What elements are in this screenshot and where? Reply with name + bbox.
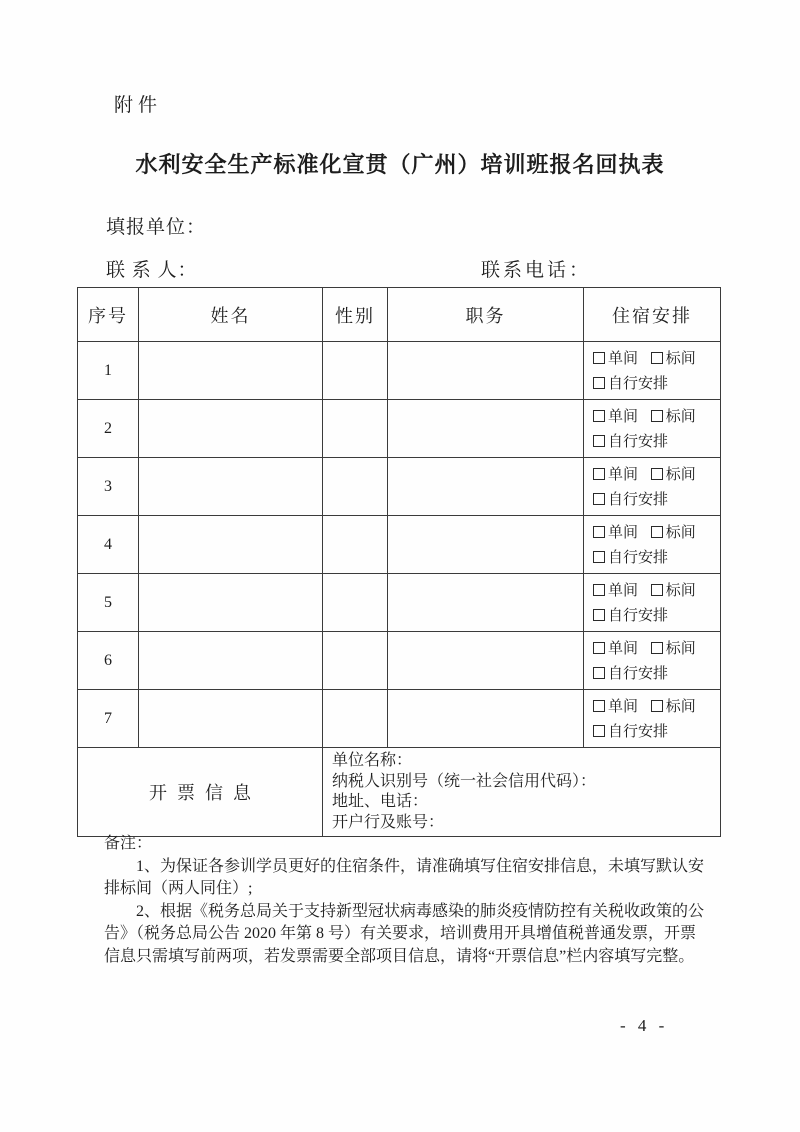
checkbox-standard-room [651,583,696,599]
name-cell [139,342,323,400]
accommodation-options-line-1 [593,521,720,546]
checkbox-standard-room [651,641,696,657]
header-serial-number: 序号 [78,288,139,342]
invoice-line-taxpayer-id: 纳税人识别号（统一社会信用代码）： [332,772,597,790]
checkbox-label: 自行安排 [608,723,669,740]
checkbox-label: 自行安排 [608,607,669,624]
checkbox-label: 单间 [608,524,639,541]
checkbox-label: 单间 [608,408,639,425]
accommodation-cell [584,342,721,400]
checkbox-label: 自行安排 [608,549,669,566]
accommodation-options-line-1 [593,695,720,720]
checkbox-self-arranged [593,608,668,624]
note-item-2: 2、根据《税务总局关于支持新型冠状病毒感染的肺炎疫情防控有关税收政策的公告》（税务总局公告 2020 年第 8 号）有关要求，培训费用开具增值税普通发票，开票信息只需填写前两项，若发票需要全部项目信息，请将“开票信息”栏内容填写完整。 [104,902,705,965]
contact-phone-label: 联系电话： [481,260,592,281]
name-cell [139,400,323,458]
checkbox-self-arranged [593,724,668,740]
checkbox-icon [593,377,605,389]
checkbox-icon [651,352,663,364]
checkbox-icon [651,584,663,596]
invoice-info-details [323,748,721,837]
checkbox-icon [651,410,663,422]
gender-cell [323,342,388,400]
checkbox-icon [593,725,605,737]
accommodation-options-line-2 [593,720,720,745]
invoice-line-address-phone: 地址、电话： [332,793,429,810]
accommodation-options-line-1 [593,405,720,430]
checkbox-icon [593,352,605,364]
position-cell [388,632,584,690]
checkbox-icon [593,642,605,654]
checkbox-label: 标间 [665,466,696,483]
row-number-cell: 2 [78,400,139,458]
table-row [78,516,721,574]
accommodation-options-line-2 [593,546,720,571]
checkbox-icon [593,435,605,447]
checkbox-single-room [593,641,638,657]
attachment-label: 附件 [114,95,163,116]
checkbox-label: 自行安排 [608,375,669,392]
checkbox-self-arranged [593,376,668,392]
header-name: 姓名 [139,288,323,342]
header-accommodation: 住宿安排 [584,288,721,342]
checkbox-label: 自行安排 [608,665,669,682]
checkbox-icon [593,468,605,480]
checkbox-icon [593,609,605,621]
accommodation-options-line-2 [593,604,720,629]
table-row [78,342,721,400]
notes-label: 备注： [104,835,153,852]
checkbox-self-arranged [593,492,668,508]
checkbox-self-arranged [593,666,668,682]
checkbox-single-room [593,583,638,599]
invoice-info-row [78,748,721,837]
accommodation-cell [584,632,721,690]
checkbox-icon [593,526,605,538]
checkbox-label: 单间 [608,640,639,657]
checkbox-icon [651,700,663,712]
checkbox-standard-room [651,409,696,425]
checkbox-label: 自行安排 [608,433,669,450]
checkbox-single-room [593,525,638,541]
row-number-cell: 3 [78,458,139,516]
accommodation-options-line-1 [593,347,720,372]
checkbox-label: 标间 [665,524,696,541]
name-cell [139,458,323,516]
table-row [78,632,721,690]
checkbox-label: 标间 [665,698,696,715]
accommodation-options-line-2 [593,430,720,455]
contact-person-label: 联 系 人： [106,260,198,281]
checkbox-single-room [593,409,638,425]
checkbox-single-room [593,467,638,483]
checkbox-label: 单间 [608,466,639,483]
checkbox-single-room [593,351,638,367]
name-cell [139,632,323,690]
checkbox-label: 单间 [608,350,639,367]
checkbox-standard-room [651,699,696,715]
table-row [78,400,721,458]
checkbox-label: 标间 [665,350,696,367]
invoice-line-company-name: 单位名称： [332,752,413,769]
position-cell [388,574,584,632]
checkbox-icon [593,584,605,596]
accommodation-cell [584,690,721,748]
checkbox-icon [593,700,605,712]
checkbox-icon [593,410,605,422]
accommodation-cell [584,400,721,458]
page-title: 水利安全生产标准化宣贯（广州）培训班报名回执表 [135,152,665,177]
accommodation-cell [584,458,721,516]
page-number: - 4 - [620,1016,669,1035]
gender-cell [323,516,388,574]
checkbox-standard-room [651,467,696,483]
gender-cell [323,574,388,632]
reporting-unit-label: 填报单位： [106,217,207,238]
name-cell [139,690,323,748]
accommodation-options-line-2 [593,662,720,687]
note-item-1: 1、为保证各参训学员更好的住宿条件，请准确填写住宿安排信息，未填写默认安排标间（两人同住）; [104,857,705,897]
accommodation-cell [584,516,721,574]
checkbox-icon [651,642,663,654]
accommodation-options-line-1 [593,637,720,662]
table-row [78,574,721,632]
checkbox-label: 标间 [665,408,696,425]
header-gender: 性别 [323,288,388,342]
gender-cell [323,690,388,748]
notes-section [104,833,704,968]
checkbox-label: 标间 [665,582,696,599]
gender-cell [323,400,388,458]
checkbox-icon [593,667,605,679]
checkbox-label: 自行安排 [608,491,669,508]
accommodation-options-line-2 [593,488,720,513]
checkbox-self-arranged [593,550,668,566]
row-number-cell: 4 [78,516,139,574]
table-row [78,458,721,516]
checkbox-label: 标间 [665,640,696,657]
checkbox-label: 单间 [608,582,639,599]
header-position: 职务 [388,288,584,342]
row-number-cell: 5 [78,574,139,632]
gender-cell [323,632,388,690]
accommodation-options-line-1 [593,463,720,488]
row-number-cell: 1 [78,342,139,400]
name-cell [139,516,323,574]
accommodation-cell [584,574,721,632]
row-number-cell: 6 [78,632,139,690]
checkbox-standard-room [651,351,696,367]
checkbox-single-room [593,699,638,715]
position-cell [388,400,584,458]
position-cell [388,342,584,400]
position-cell [388,516,584,574]
invoice-info-label: 开票信息 [78,748,323,837]
checkbox-icon [651,468,663,480]
table-row [78,690,721,748]
checkbox-icon [593,551,605,563]
position-cell [388,690,584,748]
checkbox-label: 单间 [608,698,639,715]
name-cell [139,574,323,632]
position-cell [388,458,584,516]
accommodation-options-line-2 [593,372,720,397]
checkbox-icon [593,493,605,505]
accommodation-options-line-1 [593,579,720,604]
checkbox-icon [651,526,663,538]
checkbox-standard-room [651,525,696,541]
registration-table [77,287,721,837]
gender-cell [323,458,388,516]
checkbox-self-arranged [593,434,668,450]
invoice-line-bank-account: 开户行及账号： [332,813,445,831]
row-number-cell: 7 [78,690,139,748]
table-header-row [78,288,721,342]
